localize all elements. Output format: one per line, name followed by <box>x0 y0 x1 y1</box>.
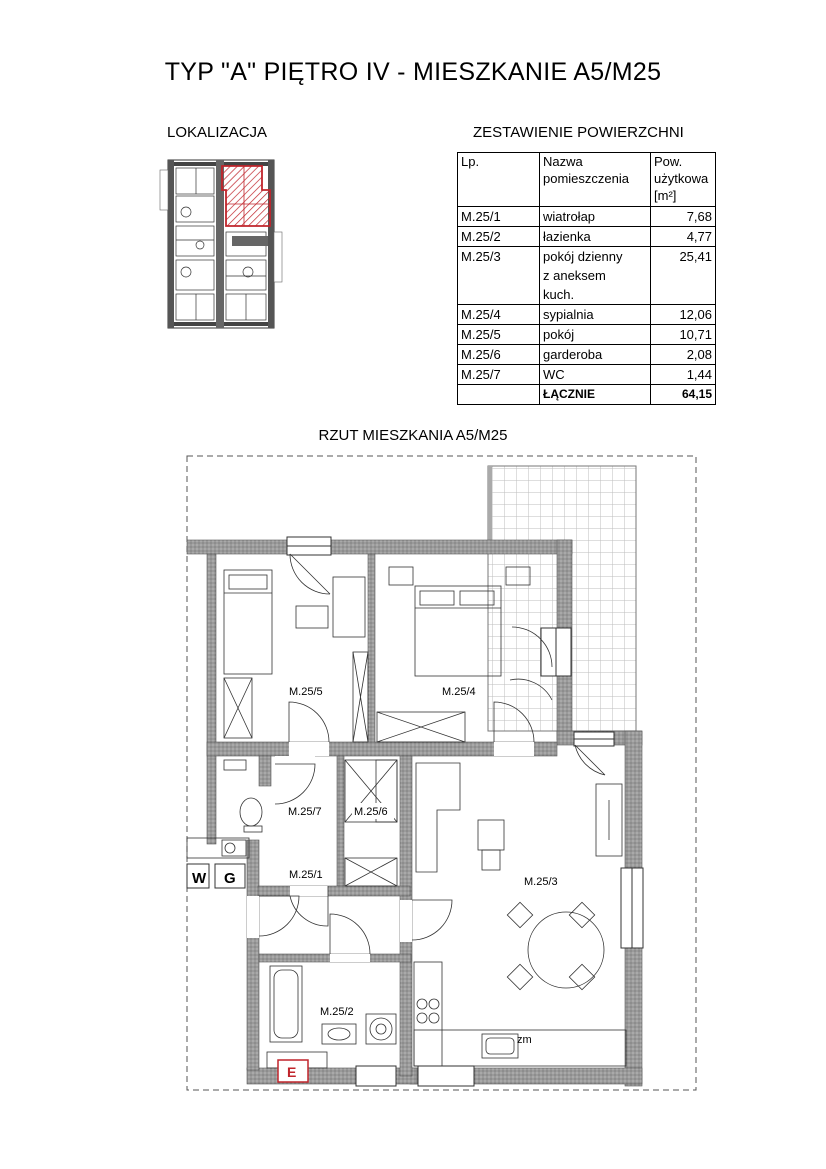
zm-label: zm <box>517 1034 532 1046</box>
furniture-room-5 <box>224 570 368 742</box>
door-openings <box>247 742 534 962</box>
meter-labels <box>187 864 532 1082</box>
localization-label: LOKALIZACJA <box>167 124 268 141</box>
table-total-row: ŁĄCZNIE 64,15 <box>458 385 716 405</box>
room-label-4: M.25/4 <box>442 686 476 698</box>
room-label-1: M.25/1 <box>289 869 323 881</box>
room-label-5: M.25/5 <box>289 686 323 698</box>
room-label-2: M.25/2 <box>320 1006 354 1018</box>
table-row: M.25/2 łazienka 4,77 <box>458 227 716 247</box>
room-label-7: M.25/7 <box>288 806 322 818</box>
table-row: M.25/5 pokój 10,71 <box>458 325 716 345</box>
meter-g-label: G <box>224 870 236 887</box>
meter-w-label: W <box>192 870 207 887</box>
room-label-6: M.25/6 <box>354 806 388 818</box>
table-row: M.25/4 sypialnia 12,06 <box>458 305 716 325</box>
plan-label: RZUT MIESZKANIA A5/M25 <box>318 427 508 444</box>
room-label-3: M.25/3 <box>524 876 558 888</box>
table-row: M.25/7 WC 1,44 <box>458 365 716 385</box>
page-title: TYP "A" PIĘTRO IV - MIESZKANIE A5/M25 <box>164 58 662 86</box>
table-row: M.25/3 pokój dzienny z aneksem kuch. 25,41 <box>458 247 716 305</box>
meter-e-label: E <box>287 1064 297 1080</box>
header-lp: Lp. <box>458 153 540 207</box>
table-row: M.25/1 wiatrołap 7,68 <box>458 207 716 227</box>
furniture-living-room <box>414 763 626 1066</box>
room-labels <box>286 683 564 1019</box>
areas-label: ZESTAWIENIE POWIERZCHNI <box>473 124 684 141</box>
table-row: M.25/6 garderoba 2,08 <box>458 345 716 365</box>
header-area: Pow. użytkowa [m²] <box>651 153 716 207</box>
header-name: Nazwa pomieszczenia <box>540 153 651 207</box>
